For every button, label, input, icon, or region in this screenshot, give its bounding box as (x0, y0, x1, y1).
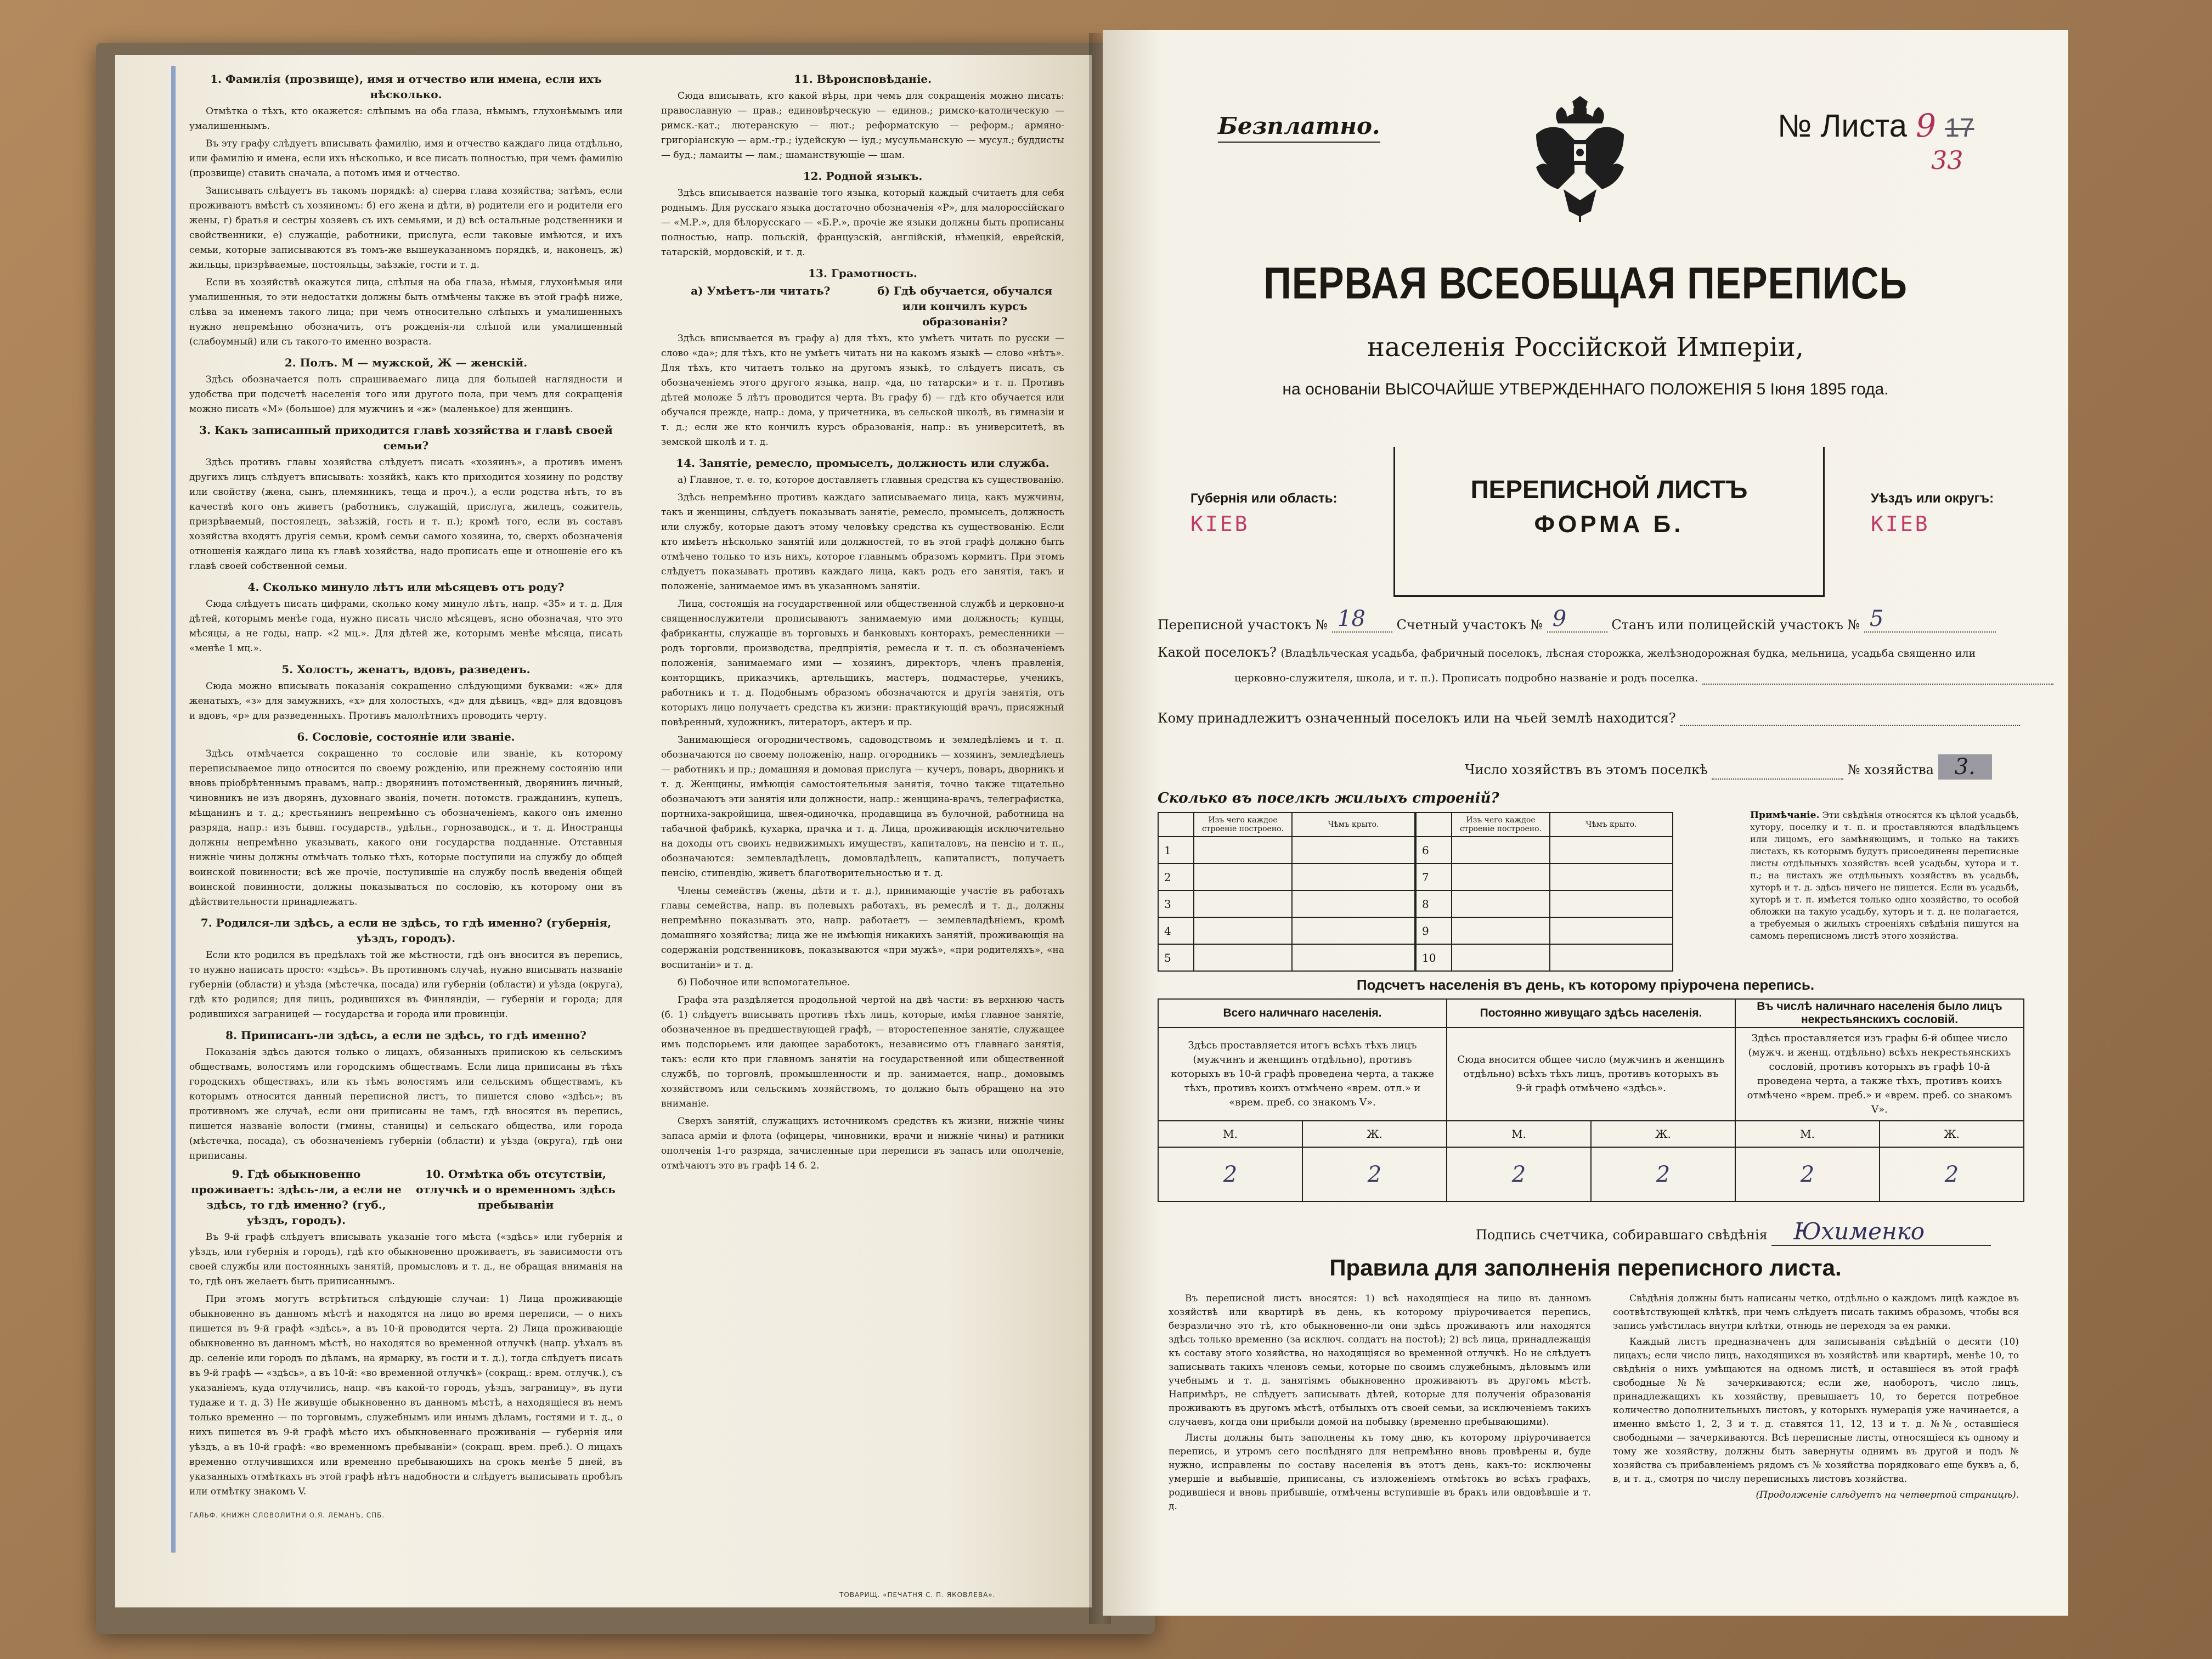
instruction-section-title: 6. Сословіе, состояніе или званіе. (297, 730, 515, 743)
pop-col-m: М. (1735, 1121, 1880, 1147)
instruction-section-title: 14. Занятіе, ремесло, промыселъ, должность или служба. (676, 456, 1049, 470)
instruction-paragraph: Лица, состоящія на государственной или общественной службѣ и церковно-и священнослужители прописываютъ занимаемую ими должность; купцы, фабриканты, служащіе въ торговыхъ и банковыхъ конторахъ, ремесленники — родъ торговли, производства, предпріятія, ремесла и т. п. съ обозначеніемъ положенія, занимаемаго ими — хозяинъ, директоръ, членъ правленія, конторщикъ, приказчикъ, артельщикъ, мастеръ, подмастерье, ученикъ, работникъ и т. д. Подобнымъ образомъ обозначаются и другія занятія, отъ которыхъ лицо получаетъ средства къ жизни: практикующій врачъ, присяжный повѣренный, художникъ, литераторъ, актеръ и пр. (661, 599, 1064, 728)
instruction-paragraph: а) Главное, т. е. то, которое доставляетъ главныя средства къ существованію. (678, 475, 1064, 486)
district-field (1871, 491, 1994, 536)
census-section-value: 18 (1337, 606, 1365, 631)
stan-label: Станъ или полицейскій участокъ № (1611, 617, 1860, 633)
sheet-number-label: № Листа (1778, 108, 1907, 144)
settlement-row (1158, 645, 1976, 660)
rules-title: Правила для заполненія переписного листа. (1329, 1255, 1842, 1280)
bt-right-roof-header: Чѣмъ крыто. (1550, 812, 1673, 837)
settlement-label: Какой поселокъ? (1158, 645, 1277, 660)
buildings-title: Сколько въ поселкѣ жилыхъ строеній? (1158, 790, 1499, 806)
instruction-paragraph: Сюда слѣдуетъ писать цифрами, сколько кому минуло лѣтъ, напр. «35» и т. д. Для дѣтей, которымъ менѣе года, нужно писать число мѣсяцевъ, ясно обозначая, что это мѣсяцы, а не годы, напр. «2 мц.». Для дѣтей же, которымъ менѣе мѣсяца, писать «менѣе 1 мц.». (189, 599, 623, 654)
instruction-paragraph: Сюда можно вписывать показанія сокращенно слѣдующими буквами: «ж» для женатыхъ, «з» для замужнихъ, «х» для холостыхъ, «д» для дѣвицъ, «вд» для вдовцовъ и вдовъ, «р» для разведенныхъ. Противъ малолѣтнихъ проводить черту. (189, 681, 623, 721)
population-count-title: Подсчетъ населенія въ день, къ которому пріурочена перепись. (1356, 977, 1815, 993)
province-value: КІЕВ (1190, 512, 1250, 536)
instruction-section-title: 13. Грамотность. (808, 267, 917, 280)
province-label: Губернія или область: (1190, 491, 1338, 506)
instruction-split-heading (661, 283, 1064, 329)
sheet-number-struck: 17 (1945, 114, 1974, 143)
sheet-number-handwritten: 9 (1916, 107, 1936, 144)
census-form-page (1103, 30, 2068, 1616)
settlement-hint-1: (Владѣльческая усадьба, фабричный поселокъ, лѣсная сторожка, желѣзнодорожная будка, мельница, усадьба священно или (1280, 647, 1976, 659)
instruction-section-title: 5. Холостъ, женатъ, вдовъ, разведенъ. (281, 663, 531, 676)
instruction-section-title: 2. Полъ. М — мужской, Ж — женскій. (284, 356, 528, 369)
instruction-paragraph: Если въ хозяйствѣ окажутся лица, слѣпыя на оба глаза, нѣмыя, глухонѣмыя или умалишенныя, то эти недостатки должны быть отмѣчены также въ этой графѣ ниже, слѣва за именемъ такого лица; при чемъ относительно слѣпыхъ и умалишенныхъ нужно непремѣнно обозначить, отъ рожденія-ли слѣпой или умалишенный (слабоумный) или съ такого-то именно возраста. (189, 277, 623, 347)
left-page (115, 55, 1092, 1607)
enumerator-signature (1476, 1218, 1991, 1246)
pop-header-nonpeasant: Въ числѣ наличнаго населенія было лицъ некрестьянскихъ сословій. (1735, 999, 2024, 1028)
bt-left-num-header (1158, 812, 1194, 837)
pop-desc-present: Здѣсь проставляется итогъ всѣхъ тѣхъ лицъ (мужчинъ и женщинъ отдѣльно), противъ которыхъ въ 10-й графѣ проведена черта, а также тѣхъ, противъ коихъ отмѣчено «врем. отл.» и «врем. преб. со знакомъ V». (1158, 1028, 1447, 1121)
instructions-column-b (661, 66, 1064, 1176)
buildings-table-left (1158, 812, 1415, 972)
form-name-line2: ФОРМА Б. (1534, 511, 1684, 538)
instruction-section-title: 12. Родной языкъ. (803, 170, 923, 183)
instruction-paragraph: Здѣсь обозначается полъ спрашиваемаго лица для большей наглядности и удобства при подсчетѣ населенія того или другого пола, при чемъ для сокращенія можно писать «М» (большое) для мужчинъ и «ж» (маленькое) для женщинъ. (189, 374, 623, 415)
stan-value: 5 (1869, 606, 1884, 631)
bt-row-num: 10 (1416, 944, 1452, 971)
printer-footer: ТОВАРИЩ. «ПЕЧАТНЯ С. П. ЯКОВЛЕВА». (839, 1591, 996, 1599)
instruction-paragraph: При этомъ могутъ встрѣтиться слѣдующіе случаи: 1) Лица проживающіе обыкновенно въ данномъ мѣстѣ и находятся на лицо во время переписи, — о нихъ пишется въ 9-й графѣ «здѣсь», а въ 10-й проводится черта. 2) Лица проживающіе обыкновенно въ данномъ мѣстѣ, но находятся во временной отлучкѣ (напр. уѣхалъ въ др. селеніе или городъ по дѣламъ, на ярмарку, въ гости и т. д.), тогда слѣдуетъ писать въ 9-й графѣ — «здѣсь», а въ 10-й: «во временной отлучкѣ» (сокращ.: врем. отлучк.), съ указаніемъ, куда отлучились, напр. «въ какой-то городъ, уѣздъ, заграницу», въ пути тудаже и т. д. 3) Не живущіе обыкновенно въ данномъ мѣстѣ, а находящіеся въ немъ только временно — по торговымъ, служебнымъ или инымъ дѣламъ, гостями и т. д., о нихъ пишется въ 9-й графѣ мѣсто ихъ обыкновеннаго проживанія — губернія или уѣздъ, а въ 10-й графѣ: «во временномъ пребываніи» (сокращ. врем. преб.). О лицахъ временно отлучившихся или временно пребывающихъ на срокъ менѣе 5 дней, въ указанныхъ отмѣткахъ въ этой графѣ нѣтъ надобности и слѣдуетъ выписывать пробѣлъ или отмѣтку знакомъ V. (189, 1294, 623, 1497)
rules-column-a (1169, 1292, 1591, 1516)
bt-right-material-header: Изъ чего каждое строеніе построено. (1452, 812, 1550, 837)
pop-header-permanent: Постоянно живущаго здѣсь населенія. (1447, 999, 1735, 1028)
households-label: Число хозяйствъ въ этомъ поселкѣ (1465, 762, 1708, 777)
instruction-section-title: 10. Отмѣтка объ отсутствіи, отлучкѣ и о временномъ здѣсь пребываніи (416, 1167, 616, 1211)
instruction-paragraph: Сюда вписывать, кто какой вѣры, при чемъ для сокращенія можно писать: православную — прав.; единовѣрческую — единов.; римско-католическую — римск.-кат.; лютеранскую — лют.; реформатскую — реформ.; армяно-григоріанскую — арм.-гр.; іудейскую — іуд.; мусульманскую — мусул.; буддисты — буд.; ламаиты — лам.; шаманствующіе — шам. (661, 91, 1064, 161)
household-no-label: № хозяйства (1847, 762, 1934, 777)
instruction-split-heading (189, 1166, 623, 1228)
district-label: Уѣздъ или округъ: (1871, 491, 1994, 506)
instruction-paragraph: Сверхъ занятій, служащихъ источникомъ средствъ къ жизни, нижніе чины запаса арміи и флота (офицеры, чиновники, врачи и нижніе чины) и ратники ополченія 1-го разряда, зачисленные при переписи въ запасъ или ополченіе, отмѣчаютъ это въ графѣ 14 б. 2. (661, 1116, 1064, 1171)
note-text: Эти свѣдѣнія относятся къ цѣлой усадьбѣ, хутору, поселку и т. п. и проставляются владѣльцемъ или лицомъ, его замѣняющимъ, и только на такихъ листахъ, къ которымъ будутъ присоединены переписные листы отдѣльныхъ хозяйствъ всей усадьбы, хутора и т. п.; на листахъ же отдѣльныхъ хозяйствъ въ усадьбѣ, хуторѣ и т. д. здѣсь ничего не пишется. Если въ усадьбѣ, хуторѣ и т. п. имѣется только одно хозяйство, то особой обложки на такую усадьбу, хуторъ и т. д. не полагается, а требуемыя о жилыхъ строеніяхъ свѣдѣнія пишутся на самомъ переписномъ листѣ этого хозяйства. (1750, 810, 2019, 941)
bt-row-num: 1 (1158, 837, 1194, 864)
bt-row-num: 4 (1158, 917, 1194, 944)
pop-col-m: М. (1447, 1121, 1591, 1147)
instruction-section-title: а) Умѣетъ-ли читать? (691, 284, 831, 297)
pop-header-present: Всего наличнаго населенія. (1158, 999, 1447, 1028)
imperial-eagle-icon (1525, 91, 1635, 228)
rules-paragraph: Каждый листъ предназначенъ для записыванія свѣдѣній о десяти (10) лицахъ; если число лицъ, находящихся въ хозяйствѣ или квартирѣ, менѣе 10, то свѣдѣнія о нихъ умѣщаются на одномъ листѣ, и оставшіеся въ этой графѣ свободные №№ зачеркиваются; если же, наоборотъ, число лицъ, принадлежащихъ къ хозяйству, превышаетъ 10, то берется потребное количество дополнительныхъ листовъ, у которыхъ нумерація уже начинается, а именно вмѣсто 1, 2, 3 и т. д. ставятся 11, 12, 13 и т. д. №№, оставшіеся свободными — зачеркиваются. Всѣ переписные листы, относящіеся къ одному и тому же хозяйству, должны быть завернуты однимъ въ другой и подъ № хозяйства съ прибавленіемъ рядомъ съ № хозяйства порядковаго еще буквъ а, б, в, и т. д., смотря по числу переписныхъ листовъ хозяйства. (1613, 1336, 2019, 1485)
pop-value: 2 (1735, 1147, 1880, 1201)
instruction-paragraph: Занимающіеся огородничествомъ, садоводствомъ и земледѣліемъ и т. п. обозначаются по своему положенію, напр. огородникъ — хозяинъ, земледѣлецъ — работникъ и пр.; домашняя и домовая прислуга — кучеръ, поваръ, дворникъ и т. д. Женщины, имѣющія самостоятельныя занятія, точно также тщательно обозначаютъ эти занятія или должности, напр.: женщина-врачъ, телеграфистка, портниха-закройщица, швея-одиночка, продавщица въ булочной, работница на табачной фабрикѣ, кухарка, прачка и т. д. Лица, проживающія исключительно на доходы отъ своихъ недвижимыхъ имуществъ, капиталовъ, на пенсію и т. п., обозначаются: землевладѣлецъ, домовладѣлецъ, капиталистъ, получаетъ пенсію, стипендію, живетъ благотворительностью и т. д. (661, 735, 1064, 879)
province-field (1190, 491, 1337, 536)
form-header-box (1158, 447, 2030, 595)
bt-row-num: 6 (1416, 837, 1452, 864)
bt-left-roof-header: Чѣмъ крыто. (1292, 812, 1415, 837)
instruction-paragraph: Здѣсь отмѣчается сокращенно то сословіе или званіе, къ которому переписываемое лицо относится по своему рожденію, или прежнему состоянію или вновь пріобрѣтеннымъ правамъ, напр.: дворянинъ потомственный, дворянинъ личный, чиновникъ не изъ дворянъ, духовнаго званія, почетн. потомств. гражданинъ, купецъ, мѣщанинъ и т. д.; крестьянинъ непремѣнно съ обозначеніемъ, какого онъ именно разряда, напр.: изъ бывш. государств., удѣльн., горнозаводск., и т. д. Иностранцы должны непремѣнно указывать, какого они государства подданные. Отставныя нижніе чины должны отмѣчать только тѣхъ, которые поступили на службу до общей воинской повинности; всѣ же прочіе, поступившіе на службу послѣ введенія общей воинской повинности, должны показываться по сословію, къ которому они въ дѣйствительности принадлежатъ. (189, 748, 623, 907)
instruction-paragraph: Здѣсь противъ главы хозяйства слѣдуетъ писать «хозяинъ», а противъ именъ другихъ лицъ слѣдуетъ вписывать: хозяйкѣ, какъ кто приходится хозяину по родству или свойству (жена, сынъ, племянникъ, теща и проч.), а если родства нѣтъ, то въ качествѣ кого онъ живетъ (работникъ, служащій, прислуга, жилецъ, сожитель, призрѣваемый, постоялецъ, заѣзжій, гость и т. п.); кромѣ того, если въ составъ хозяйства входятъ другія семьи, кромѣ семьи самого хозяина, то, сверхъ обозначенія отношенія каждаго лица къ главѣ хозяйства, надо прописать еще и отношеніе его къ главѣ своей собственной семьи. (189, 457, 623, 572)
instruction-paragraph: Въ 9-й графѣ слѣдуетъ вписывать указаніе того мѣста («здѣсь» или губернія и уѣздъ, или губернія и городъ), гдѣ кто обыкновенно проживаетъ, въ зависимости отъ своей службы или постоянныхъ занятій, промысловъ и т. д., не обращая вниманія на то, гдѣ онъ желаетъ быть приписаннымъ. (189, 1232, 623, 1287)
bt-row-num: 2 (1158, 864, 1194, 890)
rules-paragraph: Свѣдѣнія должны быть написаны четко, отдѣльно о каждомъ лицѣ каждое въ соотвѣтствующей клѣткѣ, при чемъ слѣдуетъ писать такимъ образомъ, чтобы вся запись умѣстилась внутри клѣтки, отнюдь не переходя за ея рамки. (1613, 1293, 2019, 1331)
instruction-paragraph: Въ эту графу слѣдуетъ вписывать фамилію, имя и отчество каждаго лица отдѣльно, или фамилію и имена, если ихъ нѣсколько, и все писать полностью, при чемъ фамилію (прозвище) ставить сначала, а потомъ имя и отчество. (189, 138, 623, 179)
bt-row-num: 7 (1416, 864, 1452, 890)
instruction-section-title: 11. Вѣроисповѣданіе. (793, 72, 932, 86)
left-page-footer: ГАЛЬФ. КНИЖН СЛОВОЛИТНИ О.Я. ЛЕМАНЪ, СПБ. (189, 1511, 385, 1519)
instruction-paragraph: Члены семействъ (жены, дѣти и т. д.), принимающіе участіе въ работахъ главы семейства, напр. въ полевыхъ работахъ, въ ремеслѣ и т. д., должны непремѣнно показывать это, напр. работаетъ — землевладѣніемъ, кромѣ домашняго хозяйства; лица же не имѣющія никакихъ занятій, проживающія на содержаніи родственниковъ, показываются «при мужѣ», «при родителяхъ», «на воспитаніи» и т. д. (661, 885, 1064, 970)
settlement-hint-2: церковно-служителя, школа, и т. п.). Прописать подробно названіе и родъ поселка. (1234, 672, 1699, 684)
bt-row-num: 9 (1416, 917, 1452, 944)
instruction-paragraph: Отмѣтка о тѣхъ, кто окажется: слѣпымъ на оба глаза, нѣмымъ, глухонѣмымъ или умалишеннымъ. (189, 106, 623, 132)
settlement-row-2 (1234, 669, 2053, 685)
signature-label: Подпись счетчика, собиравшаго свѣдѣнія (1476, 1227, 1768, 1243)
population-count-table (1158, 998, 2024, 1202)
bt-right-num-header (1416, 812, 1452, 837)
pop-col-m: М. (1158, 1121, 1302, 1147)
instruction-section-title: б) Гдѣ обучается, обучался или кончилъ курсъ образованія? (877, 284, 1053, 328)
form-main-title: ПЕРВАЯ ВСЕОБЩАЯ ПЕРЕПИСЬ (1263, 258, 1908, 308)
instructions-column-a (189, 66, 623, 1502)
instruction-paragraph: Если кто родился въ предѣлахъ той же мѣстности, гдѣ онъ вносится въ перепись, то нужно написать просто: «здѣсь». Въ противномъ случаѣ, нужно вписывать названіе губерніи (области) и уѣзда (мѣстечка, посада) или губерніи (области) и уѣзда (округа), гдѣ кто родился; для лицъ, родившихся въ Финляндіи, — губерніи и города; для родившихся заграницей — государства и города или провинціи. (189, 950, 623, 1020)
pop-value: 2 (1447, 1147, 1591, 1201)
instruction-section-title: 9. Гдѣ обыкновенно проживаетъ: здѣсь-ли, а если не здѣсь, то гдѣ именно? (губ., уѣздъ, городъ). (191, 1167, 402, 1227)
owner-row (1158, 710, 2020, 726)
instruction-section-title: 4. Сколько минуло лѣтъ или мѣсяцевъ отъ роду? (247, 580, 565, 594)
household-no-value: 3. (1938, 754, 1992, 780)
households-row (1465, 754, 1992, 780)
census-section-label: Переписной участокъ № (1158, 617, 1328, 633)
rules-paragraph: Въ переписной листъ вносятся: 1) всѣ находящіеся на лицо въ данномъ хозяйствѣ или квартирѣ въ день, къ которому пріурочивается перепись, безразлично это тѣ, кто обыкновенно-ли они здѣсь проживаютъ или находятся здѣсь только временно (за исключ. солдатъ на постоѣ); 2) всѣ лица, принадлежащія къ составу этого хозяйства, но находящіяся во временной отлучкѣ. Но не слѣдуетъ записывать такихъ членовъ семьи, которые по своимъ служебнымъ, дѣловымъ или учебнымъ и т. д. занятіямъ обыкновенно проживаютъ въ другомъ мѣстѣ. Напримѣръ, не слѣдуетъ записывать дѣтей, которые для полученія образованія проживаютъ въ другомъ мѣстѣ, отбылыхъ отъ своей семьи, за исключеніемъ такихъ случаевъ, когда они прибыли домой на побывку (временно пребывающими). (1169, 1293, 1591, 1427)
pop-value: 2 (1158, 1147, 1302, 1201)
instruction-section-title: 3. Какъ записанный приходится главѣ хозяйства и главѣ своей семьи? (199, 424, 613, 452)
instruction-section-title: 8. Приписанъ-ли здѣсь, а если не здѣсь, то гдѣ именно? (225, 1029, 586, 1042)
instruction-paragraph: Здѣсь вписывается въ графу а) для тѣхъ, кто умѣетъ читать по русски — слово «да»; для тѣхъ, кто не умѣетъ читать ни на какомъ языкѣ — слово «нѣтъ». Для тѣхъ, кто читаетъ только на другомъ языкѣ, то слѣдуетъ писать, съ обозначеніемъ этого другого языка, напр. «да, по татарски» и т. п. Противъ дѣтей моложе 5 лѣтъ проводится черта. Въ графу б) — гдѣ кто обучается или обучался прежде, напр.: дома, у причетника, въ сельской школѣ, въ гимназіи и т. д.; если же кто кончилъ курсъ образованія, напр.: въ университетѣ, въ земской школѣ и т. д. (661, 333, 1064, 448)
signature-handwritten: Юхименко (1771, 1218, 1991, 1246)
form-name-box (1393, 447, 1825, 597)
pop-col-f: Ж. (1880, 1121, 2024, 1147)
rules-paragraph: Листы должны быть заполнены къ тому дню, къ которому пріурочивается перепись, и утромъ сего послѣдняго для непремѣнно вновь провѣрены и, буде нужно, исправлены по составу населенія въ этотъ день, какъ-то: исключены умершіе и выбывшіе, приписаны, съ изложеніемъ отмѣтокъ во всѣхъ графахъ, родившіеся и вновь прибывшіе, отмѣчены вступившіе въ бракъ или овдовѣвшіе и т. д. (1169, 1432, 1591, 1512)
pop-value: 2 (1302, 1147, 1447, 1201)
sections-row (1158, 606, 1996, 633)
instruction-paragraph: б) Побочное или вспомогательное. (678, 977, 850, 988)
form-subtitle: населенія Россійской Имперіи, (1367, 332, 1804, 363)
pop-col-f: Ж. (1302, 1121, 1447, 1147)
owner-label: Кому принадлежитъ означенный поселокъ или на чьей землѣ находится? (1158, 710, 1676, 726)
sheet-number-secondary: 33 (1931, 145, 1963, 175)
buildings-table-right (1415, 812, 1673, 972)
instruction-paragraph: Здѣсь вписывается названіе того языка, который каждый считаетъ для себя роднымъ. Для русскаго языка достаточно обозначенія «Р», для малороссійскаго — «М.Р.», для бѣлорусскаго — «Б.Р.», прочіе же языки должны быть прописаны полностью, напр. польскій, французскій, англійскій, нѣмецкій, еврейскій, татарскій, мордовскій, и т. д. (661, 188, 1064, 258)
instruction-paragraph: Показанія здѣсь даются только о лицахъ, обязанныхъ припискою къ сельскимъ обществамъ, волостямъ или городскимъ обществамъ. Если лица приписаны въ тѣхъ городскихъ обществахъ, или къ тѣмъ волостямъ или сельскимъ обществамъ, къ которымъ относится данный переписной листъ, то пишется слово «здѣсь»; въ противномъ же случаѣ, если они приписаны не тамъ, гдѣ вносятся въ перепись, пишется названіе волости (гмины, станицы) и сельскаго общества, или города (мѣстечка, посада), съ обозначеніемъ губерніи (области) и уѣзда (округа), гдѣ они приписаны. (189, 1047, 623, 1161)
binding-strip (171, 66, 176, 1553)
bt-row-num: 8 (1416, 890, 1452, 917)
buildings-note (1750, 809, 2019, 942)
note-title: Примѣчаніе. (1750, 810, 1820, 821)
district-value: КІЕВ (1871, 512, 1930, 536)
instruction-paragraph: Записывать слѣдуетъ въ такомъ порядкѣ: а) сперва глава хозяйства; затѣмъ, если проживаютъ вмѣстѣ съ хозяиномъ: б) его жена и дѣти, в) родители его и родители его жены, г) братья и сестры хозяевъ съ ихъ семьями, и д) всѣ остальные родственники и свойственники, е) служащіе, работники, прислуга, если таковые имѣются, и ихъ семьи, которые записываются въ томъ-же вышеуказанномъ порядкѣ, и, наконецъ, ж) жильцы, призрѣваемые, постояльцы, заѣзжіе, гости и т. д. (189, 185, 623, 270)
count-section-label: Счетный участокъ № (1396, 617, 1543, 633)
instruction-section-title: 7. Родился-ли здѣсь, а если не здѣсь, то гдѣ именно? (губернія, уѣздъ, городъ). (200, 916, 612, 945)
rules-column-b (1613, 1292, 2019, 1502)
sheet-number (1778, 107, 1974, 175)
form-name-line1: ПЕРЕПИСНОЙ ЛИСТЪ (1470, 475, 1748, 504)
bt-row-num: 3 (1158, 890, 1194, 917)
bt-row-num: 5 (1158, 944, 1194, 971)
instruction-paragraph: Графа эта раздѣляется продольной чертой на двѣ части: въ верхнюю часть (б. 1) слѣдуетъ вписывать противъ тѣхъ лицъ, которые, имѣя главное занятіе, обозначенное въ предшествующей графѣ, — второстепенное занятіе, служащее имъ подспорьемъ или дающее заработокъ, независимо отъ главнаго занятія, такъ: если кто при главномъ занятіи на государственной или общественной службѣ, по торговлѣ, промышленности и пр. занимается, напр., домовымъ хозяйствомъ или сельскимъ хозяйствомъ, то должно быть обращено на это вниманіе. (661, 995, 1064, 1109)
pop-value: 2 (1591, 1147, 1735, 1201)
instruction-section-title: 1. Фамилія (прозвище), имя и отчество или имена, если ихъ нѣсколько. (210, 72, 602, 101)
pop-desc-permanent: Сюда вносится общее число (мужчинъ и женщинъ отдѣльно) всѣхъ тѣхъ лицъ, противъ которыхъ въ 9-й графѣ отмѣчено «здѣсь». (1447, 1028, 1735, 1121)
pop-value: 2 (1880, 1147, 2024, 1201)
bt-left-material-header: Изъ чего каждое строеніе построено. (1194, 812, 1292, 837)
free-label: Безплатно. (1218, 112, 1380, 139)
pop-col-f: Ж. (1591, 1121, 1735, 1147)
instruction-paragraph: Здѣсь непремѣнно противъ каждаго записываемаго лица, какъ мужчины, такъ и женщины, слѣдуетъ показывать занятіе, ремесло, промыселъ, должность или службу, которые даютъ этому человѣку средства къ существованію. Если кто имѣетъ нѣсколько занятій или должностей, то въ этой графѣ должно быть отмѣчено только то изъ нихъ, которое главнымъ образомъ кормитъ. При этомъ слѣдуетъ показывать противъ каждаго лица, какъ родъ его занятія, такъ и положеніе, занимаемое имъ въ указанномъ занятіи. (661, 492, 1064, 592)
form-basis: на основаніи ВЫСОЧАЙШЕ УТВЕРЖДЕННАГО ПОЛОЖЕНІЯ 5 Іюня 1895 года. (1282, 380, 1889, 398)
count-section-value: 9 (1552, 606, 1567, 631)
continued-note: (Продолженіе слѣдуетъ на четвертой страницѣ). (1756, 1489, 2019, 1500)
pop-desc-nonpeasant: Здѣсь проставляется изъ графы 6-й общее число (мужч. и женщ. отдѣльно) всѣхъ некрестьянскихъ сословій, противъ которыхъ въ графѣ 10-й проведена черта, а также тѣхъ, противъ коихъ отмѣчено «врем. преб.» и «врем. преб. со знакомъ V». (1735, 1028, 2024, 1121)
